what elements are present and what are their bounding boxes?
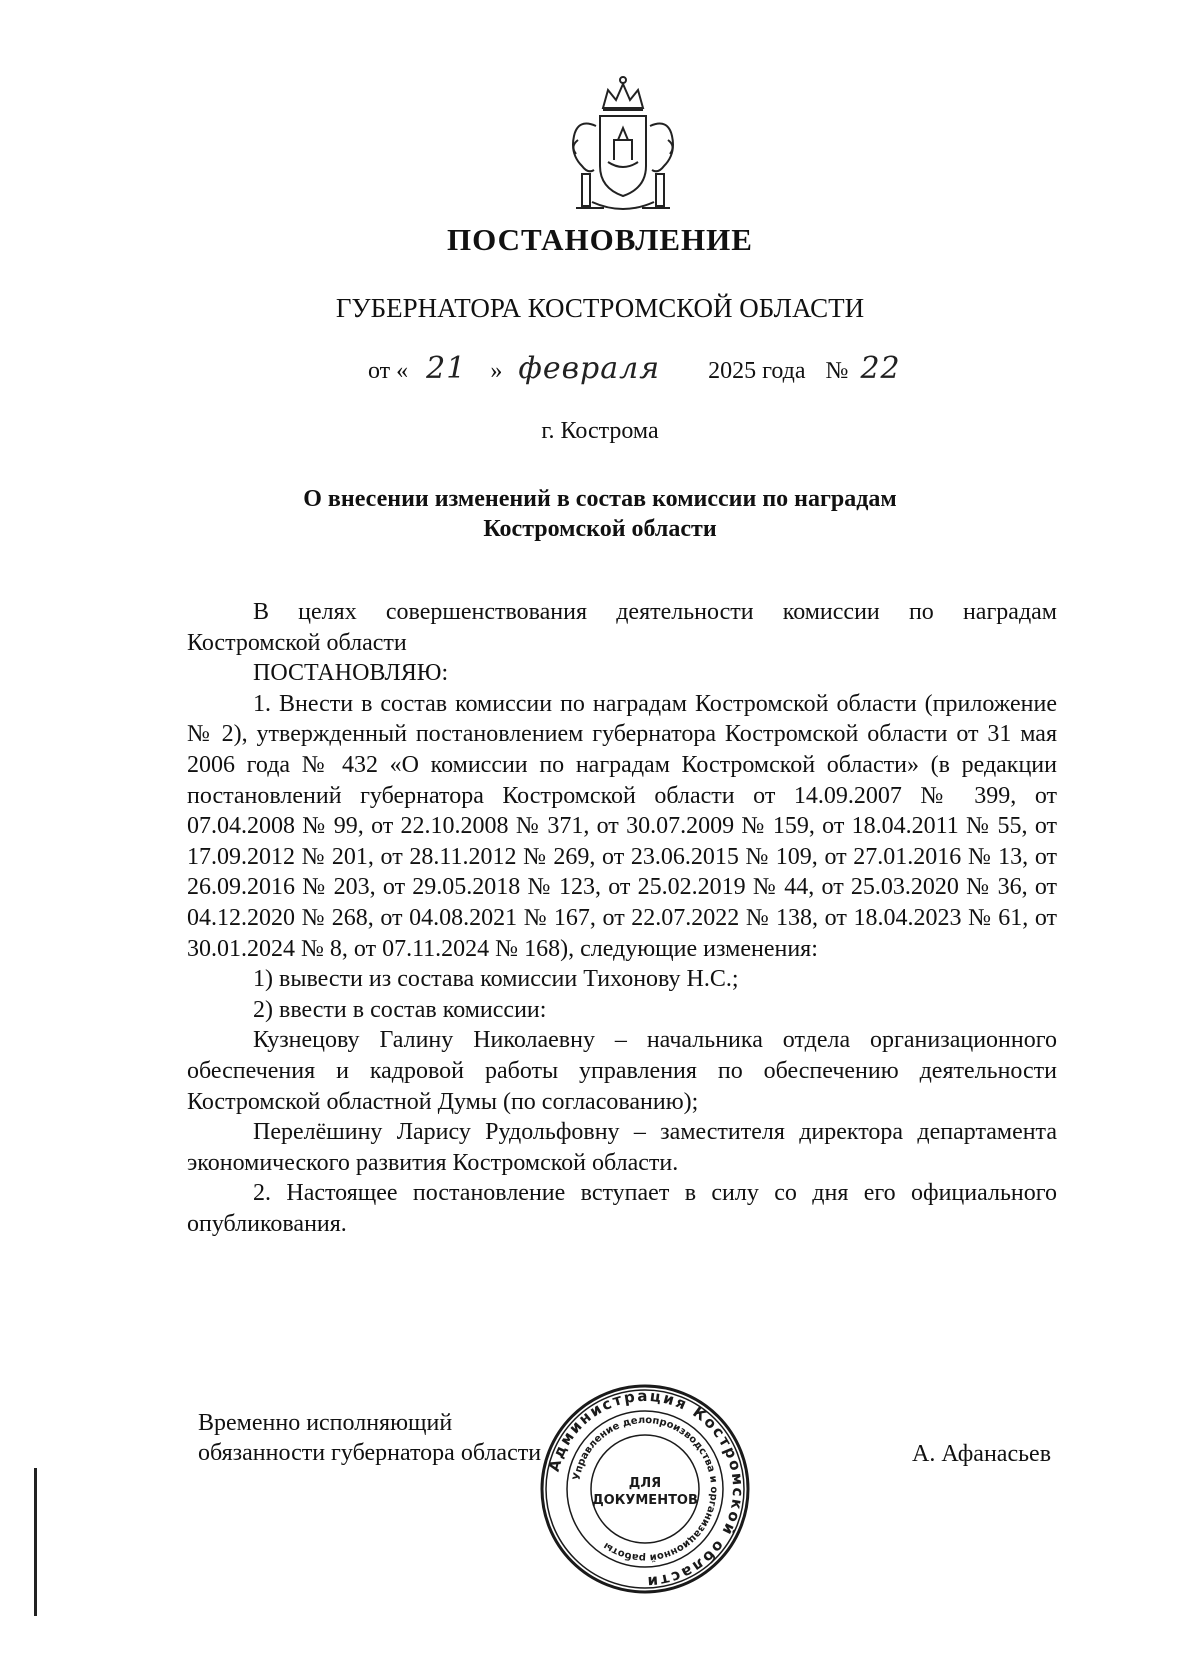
stamp-center-line-2: ДОКУМЕНТОВ xyxy=(592,1493,698,1508)
member-1-paragraph: Кузнецову Галину Николаевну – начальника отдела организационного обеспечения и кадровой работы управления по обеспечению деятельности Костромской областной Думы (по согласованию); xyxy=(187,1027,1057,1115)
item-1-paragraph: 1. Внести в состав комиссии по наградам Костромской области (приложение № 2), утвержденный постановлением губернатора Костромской области от 31 мая 2006 года № 432 «О комиссии по наградам Костромской области» (в редакции постановлений губернатора Костромской области от 14.09.2007 № 399, от 07.04.2008 № 99, от 22.10.2008 № 371, от 30.07.2009 № 159, от 18.04.2011 № 55, от 17.09.2012 № 201, от 28.11.2012 № 269, от 23.06.2015 № 109, от 27.01.2016 № 13, от 26.09.2016 № 203, от 29.05.2018 № 123, от 25.02.2019 № 44, от 25.03.2020 № 36, от 04.12.2020 № 268, от 04.08.2021 № 167, от 22.07.2022 № 138, от 18.04.2023 № 61, от 30.01.2024 № 8, от 07.11.2024 № 168), следующие изменения: xyxy=(187,690,1057,962)
signatory-name: А. Афанасьев xyxy=(912,1441,1052,1467)
document-issuer: ГУБЕРНАТОРА КОСТРОМСКОЙ ОБЛАСТИ xyxy=(335,293,865,323)
stamp-center-line-1: ДЛЯ xyxy=(628,1476,662,1491)
date-month-handwritten: февраля xyxy=(518,351,661,386)
decree-word: ПОСТАНОВЛЯЮ: xyxy=(253,660,449,687)
document-title: ПОСТАНОВЛЕНИЕ xyxy=(447,222,753,257)
official-stamp xyxy=(538,1382,752,1596)
item-2-paragraph: 2. Настоящее постановление вступает в силу со дня его официального опубликования. xyxy=(187,1180,1057,1237)
document-body xyxy=(187,597,1057,1239)
signatory-position-line-1: Временно исполняющий xyxy=(198,1410,453,1436)
scan-margin-mark xyxy=(34,1468,37,1616)
document-subject-line-1: О внесении изменений в состав комиссии по наградам xyxy=(303,486,897,512)
document-city: г. Кострома xyxy=(541,418,659,444)
member-2-paragraph: Перелёшину Ларису Рудольфовну – заместителя директора департамента экономического развития Костромской области. xyxy=(187,1119,1057,1176)
signatory-position xyxy=(198,1408,541,1468)
date-day-handwritten: 21 xyxy=(426,351,467,386)
document-date-line xyxy=(368,351,901,386)
document-number-handwritten: 22 xyxy=(860,351,901,386)
intro-paragraph: В целях совершенствования деятельности комиссии по наградам Костромской области xyxy=(187,599,1057,656)
coat-of-arms-emblem xyxy=(548,70,698,220)
date-prefix: от « xyxy=(368,358,409,384)
date-year: 2025 года xyxy=(708,358,806,384)
stamp-outer-text: Администрация Костромской области xyxy=(544,1386,748,1592)
signatory-position-line-2: обязанности губернатора области xyxy=(198,1440,542,1466)
date-mid: » xyxy=(490,358,503,384)
sub-item-1: 1) вывести из состава комиссии Тихонову Н.С.; xyxy=(253,966,739,993)
sub-item-2: 2) ввести в состав комиссии: xyxy=(253,996,547,1023)
number-sign: № xyxy=(825,358,849,384)
document-subject-line-2: Костромской области xyxy=(483,516,717,542)
stamp-inner-text: Управление делопроизводства и организационной работы xyxy=(571,1414,720,1564)
